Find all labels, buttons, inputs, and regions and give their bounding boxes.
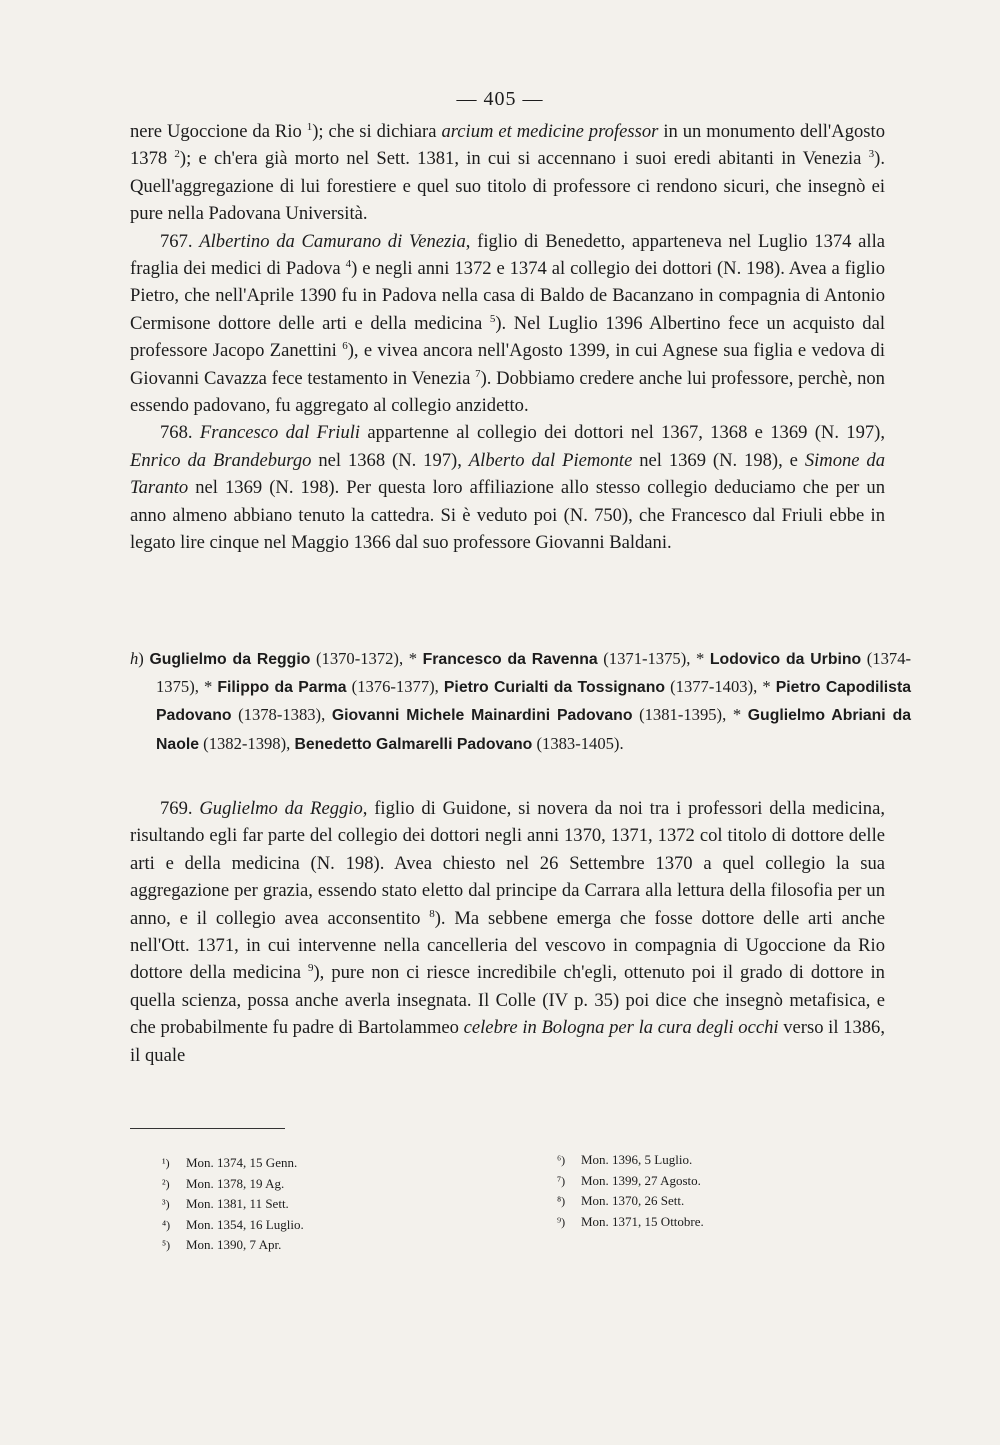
text-run: ). Quell'aggregazione di lui forestiere e quel suo titolo di professore ci rendono sicuri, che insegnò ei pure nella Padovana Università. bbox=[130, 148, 885, 225]
text-run: verso il 1386, il quale bbox=[130, 1017, 885, 1066]
footnote-text: Mon. 1399, 27 Agosto. bbox=[581, 1172, 701, 1188]
footnote bbox=[162, 1215, 304, 1236]
body-text-bottom bbox=[130, 795, 885, 1069]
footnote bbox=[557, 1150, 704, 1171]
bold-name: Francesco da Ravenna bbox=[422, 651, 598, 668]
bold-name: Guglielmo da Reggio bbox=[149, 651, 311, 668]
text-run: ). Nel Luglio 1396 Albertino fece un acquisto dal professore Jacopo Zanettini bbox=[130, 312, 885, 362]
text-run: , figlio di Guidone, si novera da noi tra i professori della medicina, risultando egli far parte del collegio dei dottori negli anni 1370, 1371, 1372 col titolo di dottore delle arti e della medicina (N. 198). Avea chiesto nel 26 Settembre 1370 a quel collegio la sua aggregazione per grazia, essendo stato eletto dal principe da Carrara alla lettura della filosofia per un anno, e il collegio avea acconsentito bbox=[130, 798, 885, 929]
text-run: 769. bbox=[160, 798, 200, 819]
footnote-text: Mon. 1381, 11 Sett. bbox=[186, 1196, 289, 1212]
footnote bbox=[557, 1212, 704, 1233]
paragraph bbox=[130, 118, 885, 228]
footnote-text: Mon. 1371, 15 Ottobre. bbox=[581, 1213, 704, 1229]
footnote-mark: ³) bbox=[162, 1197, 170, 1212]
paragraph bbox=[130, 795, 885, 1069]
text-run: in un monumento dell'Agosto 1378 bbox=[130, 121, 885, 170]
text-run: ). Dobbiamo credere anche lui professore, perchè, non essendo padovano, fu aggregato al collegio anzidetto. bbox=[130, 367, 885, 417]
footnote bbox=[162, 1235, 304, 1256]
italic-text: arcium et medicine professor bbox=[441, 121, 659, 142]
italic-text: Albertino da Camurano di Venezia bbox=[199, 230, 466, 252]
text-run: 768. bbox=[160, 422, 200, 444]
footnotes-left-column bbox=[162, 1153, 304, 1256]
footnote-ref: 9 bbox=[307, 962, 314, 975]
text-run: (1381-1395), * bbox=[632, 705, 748, 725]
text-run: ), e vivea ancora nell'Agosto 1399, in cui Agnese sua figlia e vedova di Giovanni Cavazza fece testamento in Venezia bbox=[130, 340, 885, 389]
italic-text: Guglielmo da Reggio bbox=[199, 798, 363, 819]
footnote-text: Mon. 1370, 26 Sett. bbox=[581, 1193, 685, 1209]
footnotes-right-column bbox=[557, 1150, 704, 1232]
footnote-mark: ²) bbox=[162, 1176, 170, 1191]
footnote-ref: 7 bbox=[475, 367, 481, 380]
footnote bbox=[557, 1191, 704, 1212]
text-run: (1376-1377), bbox=[346, 677, 444, 697]
bold-name: Pietro Capodilista Padovano bbox=[156, 679, 912, 725]
footnote-mark: ⁴) bbox=[162, 1217, 171, 1232]
text-run: ) bbox=[138, 649, 150, 668]
text-run: , figlio di Benedetto, apparteneva nel Luglio 1374 alla fraglia dei medici di Padova bbox=[130, 230, 886, 280]
text-run: ); che si dichiara bbox=[312, 121, 442, 142]
bold-name: Guglielmo Abriani da Naole bbox=[156, 707, 911, 753]
footnote-rule bbox=[130, 1128, 285, 1129]
text-run: nel 1368 (N. 197), bbox=[311, 449, 469, 471]
footnote-ref: 3 bbox=[868, 148, 875, 161]
text-run: ) e negli anni 1372 e 1374 al collegio dei dottori (N. 198). Avea a figlio Pietro, che nell'Aprile 1390 fu in Padova nella casa di Baldo de Bacanzano in compagnia di Antonio Cermisone dottore delle arti e della medicina bbox=[130, 258, 885, 334]
footnote-ref: 2 bbox=[174, 148, 180, 161]
italic-text: Simone da Taranto bbox=[130, 449, 886, 499]
text-run: (1382-1398), bbox=[199, 733, 295, 753]
italic-text: celebre in Bologna per la cura degli occhi bbox=[463, 1017, 779, 1039]
body-text-top bbox=[130, 118, 885, 557]
text-run: (1378-1383), bbox=[231, 705, 332, 725]
text-run: (1371-1375), * bbox=[597, 649, 710, 668]
text-run: (1383-1405). bbox=[532, 733, 624, 753]
text-run: (1374-1375), * bbox=[156, 649, 912, 697]
italic-text: Francesco dal Friuli bbox=[199, 422, 361, 444]
text-run: nere Ugoccione da Rio bbox=[130, 121, 307, 142]
bold-name: Giovanni Michele Mainardini Padovano bbox=[331, 707, 633, 725]
footnote-mark: ¹) bbox=[162, 1156, 170, 1170]
footnote-ref: 5 bbox=[489, 312, 496, 325]
footnote-mark: ⁶) bbox=[557, 1153, 566, 1167]
footnote-mark: ⁸) bbox=[557, 1194, 566, 1209]
text-run: nel 1369 (N. 198), e bbox=[632, 449, 805, 471]
footnote-text: Mon. 1374, 15 Genn. bbox=[186, 1155, 298, 1170]
bold-name: Lodovico da Urbino bbox=[709, 651, 862, 668]
text-run: ), pure non ci riesce incredibile ch'egli, ottenuto poi il grado di dottore in quella scienza, possa anche averla insegnata. Il Colle (IV p. 35) poi dice che insegnò metafisica, e che probabilmente fu padre di Bartolammeo bbox=[130, 962, 885, 1039]
footnote bbox=[162, 1153, 304, 1174]
footnote-ref: 8 bbox=[429, 907, 435, 920]
footnote-ref: 4 bbox=[345, 257, 352, 270]
footnote-mark: ⁵) bbox=[162, 1238, 171, 1253]
text-run: (1370-1372), * bbox=[310, 649, 423, 668]
footnote-text: Mon. 1390, 7 Apr. bbox=[186, 1237, 282, 1253]
text-run: ). Ma sebbene emerga che fosse dottore delle arti anche nell'Ott. 1371, in cui intervenne nella cancelleria del vescovo in compagnia di Ugoccione da Rio dottore della medicina bbox=[130, 907, 885, 984]
bold-name: Filippo da Parma bbox=[217, 679, 347, 697]
footnote-text: Mon. 1378, 19 Ag. bbox=[186, 1175, 285, 1191]
footnote bbox=[162, 1174, 304, 1195]
text-run: appartenne al collegio dei dottori nel 1367, 1368 e 1369 (N. 197), bbox=[360, 422, 886, 444]
section-heading bbox=[130, 645, 911, 758]
page-number: — 405 — bbox=[456, 88, 544, 110]
paragraph bbox=[130, 419, 885, 556]
italic-text: h bbox=[130, 649, 139, 668]
footnote-text: Mon. 1396, 5 Luglio. bbox=[581, 1152, 693, 1167]
footnote-ref: 6 bbox=[342, 340, 348, 353]
footnote-text: Mon. 1354, 16 Luglio. bbox=[186, 1216, 304, 1232]
text-run: nel 1369 (N. 198). Per questa loro affiliazione allo stesso collegio deduciamo che per un anno almeno abbiano tenuto la cattedra. Si è veduto poi (N. 750), che Francesco dal Friuli ebbe in legato lire cinque nel Maggio 1366 dal suo professore Giovanni Baldani. bbox=[130, 477, 885, 554]
footnote-mark: ⁷) bbox=[557, 1173, 566, 1188]
text-run: 767. bbox=[160, 230, 200, 252]
text-run: (1377-1403), * bbox=[665, 677, 776, 697]
bold-name: Benedetto Galmarelli Padovano bbox=[294, 735, 533, 753]
italic-text: Alberto dal Piemonte bbox=[468, 449, 633, 471]
italic-text: Enrico da Brandeburgo bbox=[130, 449, 312, 471]
paragraph bbox=[130, 228, 885, 420]
footnote bbox=[557, 1171, 704, 1192]
footnote-mark: ⁹) bbox=[557, 1214, 566, 1229]
footnote bbox=[162, 1194, 304, 1215]
bold-name: Pietro Curialti da Tossignano bbox=[443, 679, 666, 697]
footnote-ref: 1 bbox=[306, 120, 313, 133]
text-run: ); e ch'era già morto nel Sett. 1381, in cui si accennano i suoi eredi abitanti in Venezia bbox=[179, 148, 869, 170]
